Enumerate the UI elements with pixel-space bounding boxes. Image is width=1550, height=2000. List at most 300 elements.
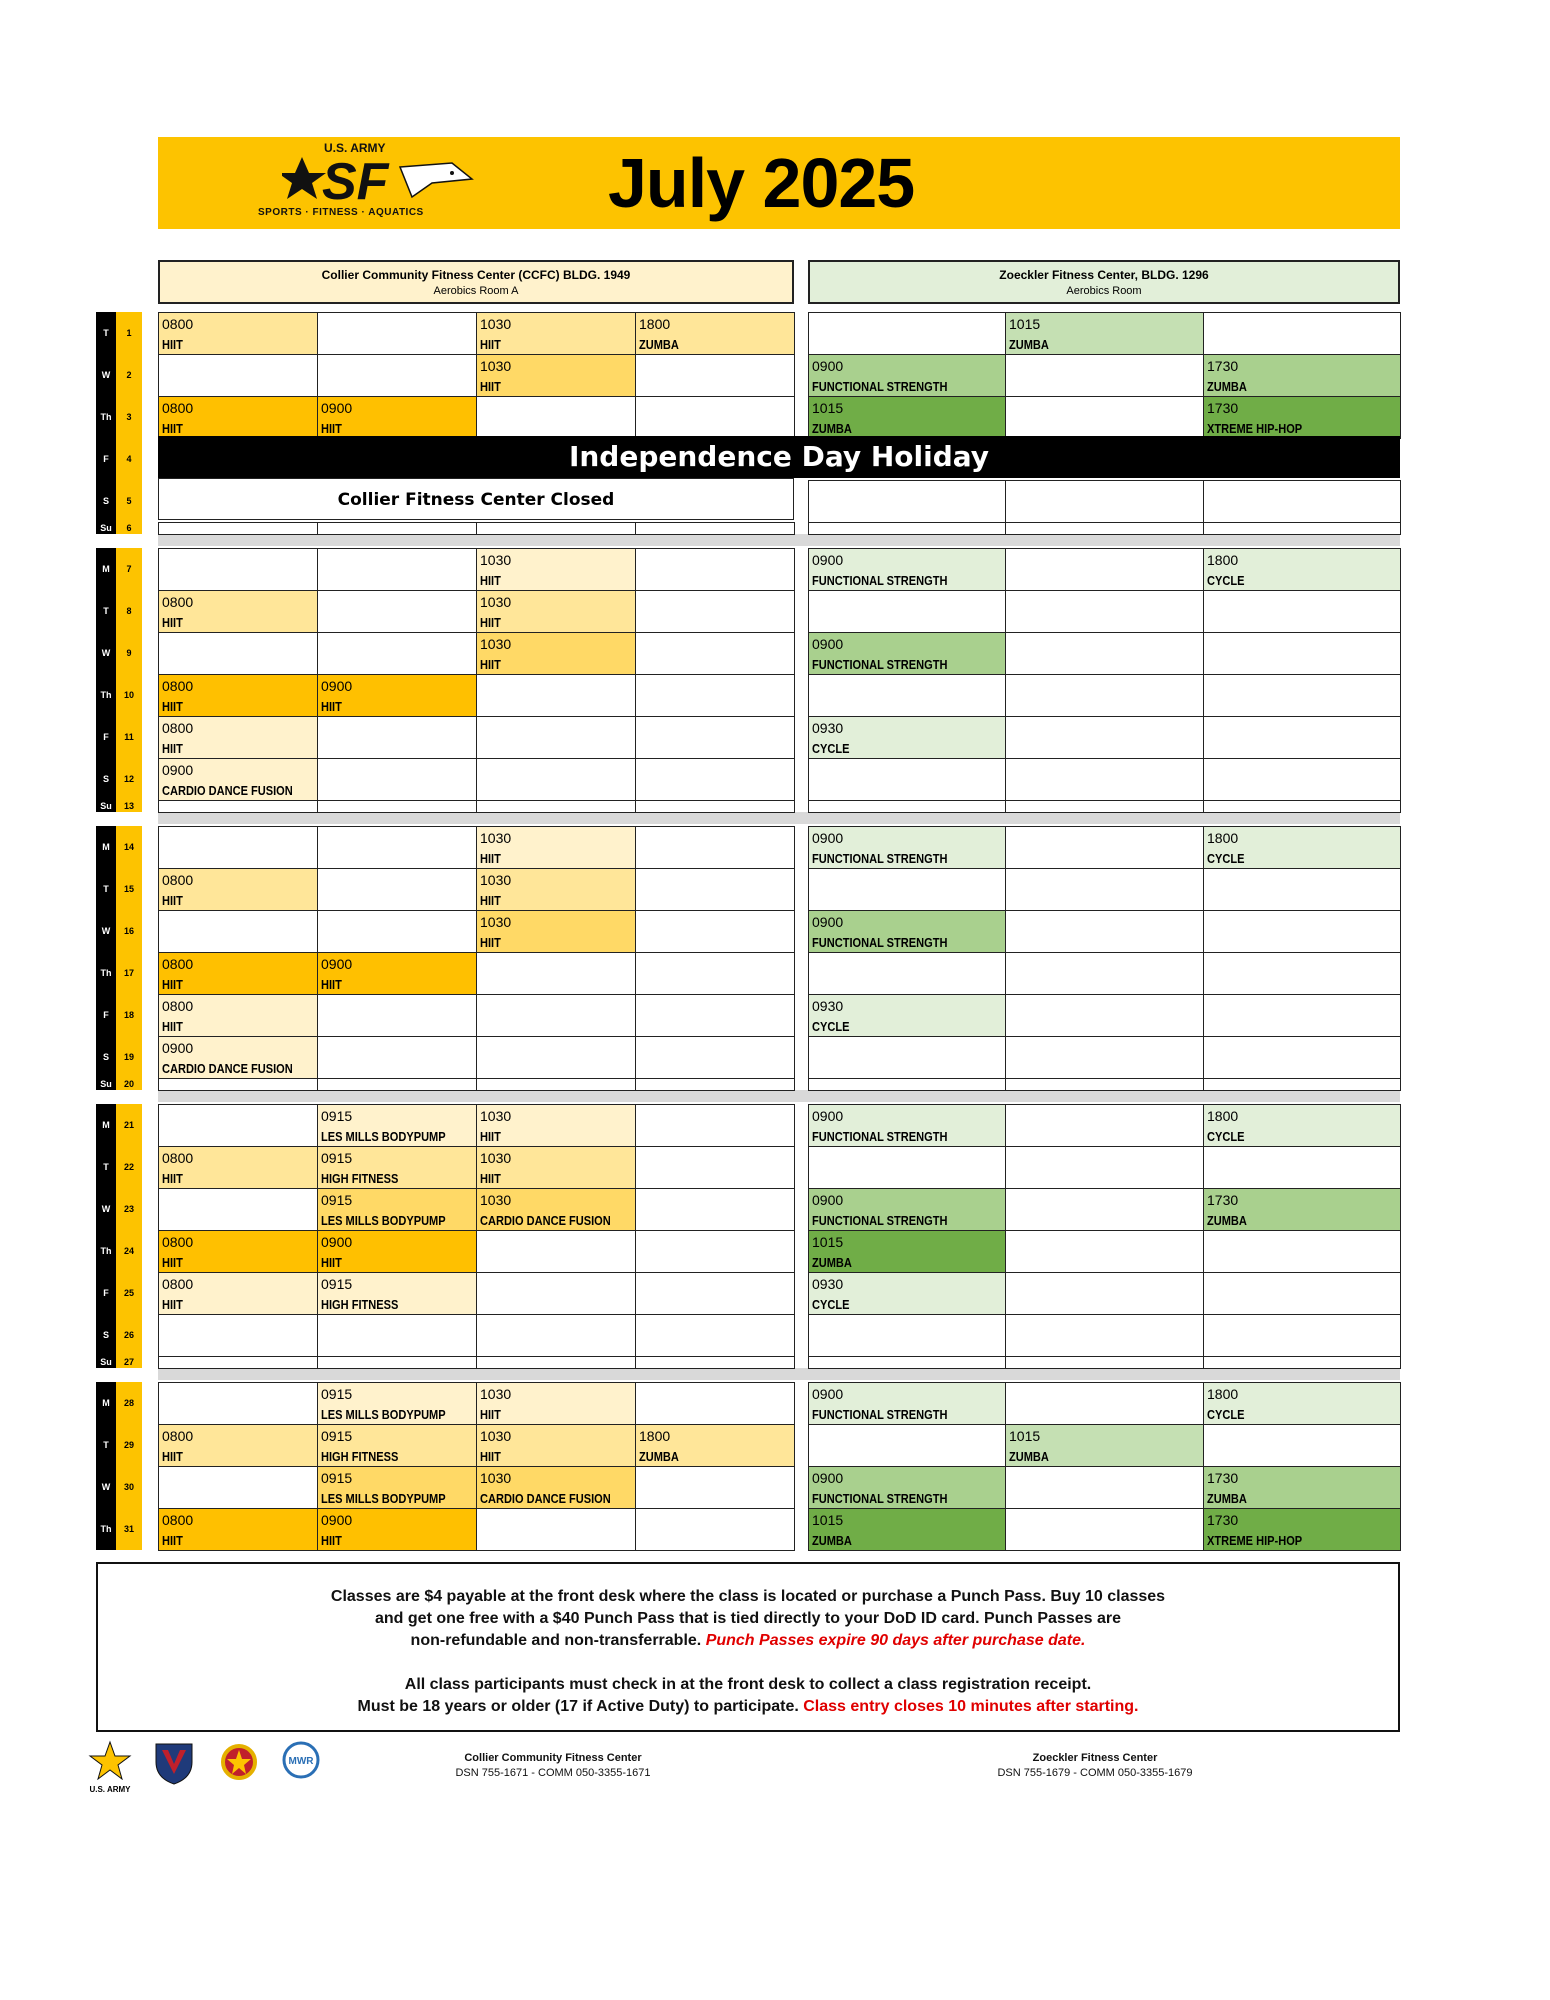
day-label: M bbox=[102, 1120, 110, 1130]
shield-icon bbox=[154, 1740, 194, 1791]
schedule-cell bbox=[1005, 1104, 1204, 1147]
class-name: CYCLE bbox=[812, 741, 850, 756]
class-slot bbox=[808, 1230, 1006, 1273]
schedule-cell bbox=[635, 674, 795, 717]
class-slot bbox=[158, 994, 318, 1037]
day-column bbox=[96, 548, 116, 812]
schedule-cell bbox=[317, 826, 477, 869]
schedule-cell bbox=[808, 758, 1006, 801]
class-name: FUNCTIONAL STRENGTH bbox=[812, 1491, 948, 1506]
class-name: ZUMBA bbox=[812, 1533, 852, 1548]
class-time: 0930 bbox=[812, 998, 844, 1014]
class-name: FUNCTIONAL STRENGTH bbox=[812, 935, 948, 950]
class-time: 0800 bbox=[162, 1150, 194, 1166]
class-slot bbox=[808, 1382, 1006, 1425]
date-label: 6 bbox=[126, 523, 132, 533]
schedule-cell bbox=[1005, 1078, 1204, 1091]
info-line: Classes are $4 payable at the front desk where the class is located or purchase a Punch Pass. Buy 10 classes bbox=[330, 1588, 1166, 1605]
week-separator bbox=[158, 534, 1400, 546]
class-name: HIIT bbox=[321, 421, 342, 436]
class-time: 0900 bbox=[321, 1234, 353, 1250]
class-time: 1030 bbox=[480, 1386, 512, 1402]
class-time: 0915 bbox=[321, 1386, 353, 1402]
class-time: 0915 bbox=[321, 1470, 353, 1486]
schedule-cell bbox=[158, 910, 318, 953]
schedule-cell bbox=[635, 716, 795, 759]
class-time: 1030 bbox=[480, 830, 512, 846]
schedule-cell bbox=[476, 1508, 636, 1551]
class-slot bbox=[1005, 312, 1204, 355]
class-slot bbox=[476, 826, 636, 869]
ccfc-contact-phone: DSN 755-1671 - COMM 050-3355-1671 bbox=[455, 1767, 651, 1779]
info-line: All class participants must check in at the front desk to collect a class registration receipt. bbox=[404, 1676, 1092, 1693]
schedule-cell bbox=[1005, 826, 1204, 869]
week-separator bbox=[158, 812, 1400, 824]
class-slot bbox=[476, 1188, 636, 1231]
date-label: 8 bbox=[126, 606, 132, 616]
class-name: HIIT bbox=[321, 1255, 342, 1270]
schedule-cell bbox=[476, 716, 636, 759]
schedule-cell bbox=[1203, 994, 1401, 1037]
date-label: 3 bbox=[126, 412, 132, 422]
schedule-cell bbox=[1203, 952, 1401, 995]
week-separator bbox=[158, 1090, 1400, 1102]
class-name: ZUMBA bbox=[1207, 1491, 1247, 1506]
day-label: S bbox=[102, 496, 109, 506]
schedule-cell bbox=[1005, 548, 1204, 591]
class-name: CYCLE bbox=[812, 1297, 850, 1312]
class-slot bbox=[158, 312, 318, 355]
zfc-header bbox=[808, 260, 1400, 304]
class-time: 0900 bbox=[812, 636, 844, 652]
day-label: Th bbox=[100, 1524, 112, 1534]
class-name: HIIT bbox=[162, 1255, 183, 1270]
class-name: HIIT bbox=[480, 1449, 501, 1464]
schedule-cell bbox=[158, 1188, 318, 1231]
schedule-cell bbox=[1203, 522, 1401, 535]
day-label: T bbox=[103, 884, 109, 894]
schedule-cell bbox=[158, 1382, 318, 1425]
schedule-cell bbox=[1005, 480, 1204, 523]
schedule-cell bbox=[476, 522, 636, 535]
class-name: HIIT bbox=[321, 699, 342, 714]
schedule-cell bbox=[1203, 1356, 1401, 1369]
class-entry-notice: Class entry closes 10 minutes after starting. bbox=[803, 1698, 1139, 1715]
class-time: 1030 bbox=[480, 316, 512, 332]
class-time: 0800 bbox=[162, 678, 194, 694]
date-label: 29 bbox=[123, 1440, 134, 1450]
day-label: Su bbox=[100, 1079, 112, 1089]
class-name: HIIT bbox=[480, 851, 501, 866]
class-name: HIIT bbox=[162, 741, 183, 756]
ccfc-room: Aerobics Room A bbox=[433, 285, 519, 297]
class-slot bbox=[476, 632, 636, 675]
info-box bbox=[96, 1562, 1400, 1732]
class-name: CYCLE bbox=[1207, 1407, 1245, 1422]
schedule-cell bbox=[808, 674, 1006, 717]
schedule-cell bbox=[635, 1146, 795, 1189]
class-slot bbox=[476, 354, 636, 397]
class-time: 0900 bbox=[321, 400, 353, 416]
class-name: XTREME HIP-HOP bbox=[1207, 1533, 1303, 1548]
class-slot bbox=[476, 910, 636, 953]
class-slot bbox=[317, 1272, 477, 1315]
schedule-cell bbox=[1005, 994, 1204, 1037]
schedule-cell bbox=[635, 590, 795, 633]
class-slot bbox=[808, 716, 1006, 759]
schedule-cell bbox=[1005, 632, 1204, 675]
class-name: HIIT bbox=[162, 615, 183, 630]
schedule-cell bbox=[317, 1036, 477, 1079]
schedule-cell bbox=[476, 800, 636, 813]
schedule-cell bbox=[476, 396, 636, 439]
class-time: 0800 bbox=[162, 1428, 194, 1444]
class-slot bbox=[1203, 548, 1401, 591]
schedule-cell bbox=[808, 480, 1006, 523]
day-label: Th bbox=[100, 412, 112, 422]
class-slot bbox=[317, 952, 477, 995]
info-line bbox=[98, 1696, 1398, 1718]
class-time: 0915 bbox=[321, 1150, 353, 1166]
schedule-cell bbox=[158, 632, 318, 675]
class-time: 1730 bbox=[1207, 1512, 1239, 1528]
day-label: Th bbox=[100, 690, 112, 700]
day-label: T bbox=[103, 1162, 109, 1172]
schedule-cell bbox=[808, 1356, 1006, 1369]
schedule-cell bbox=[1203, 1272, 1401, 1315]
class-name: CYCLE bbox=[1207, 851, 1245, 866]
class-name: XTREME HIP-HOP bbox=[1207, 421, 1303, 436]
class-slot bbox=[1203, 354, 1401, 397]
class-time: 1030 bbox=[480, 358, 512, 374]
schedule-cell bbox=[476, 674, 636, 717]
class-time: 0900 bbox=[812, 830, 844, 846]
schedule-cell bbox=[158, 1466, 318, 1509]
class-time: 1030 bbox=[480, 1470, 512, 1486]
class-name: FUNCTIONAL STRENGTH bbox=[812, 657, 948, 672]
class-time: 0900 bbox=[812, 1386, 844, 1402]
schedule-cell bbox=[1203, 1314, 1401, 1357]
schedule-cell bbox=[635, 952, 795, 995]
class-slot bbox=[158, 952, 318, 995]
class-time: 0900 bbox=[812, 1108, 844, 1124]
schedule-cell bbox=[476, 1036, 636, 1079]
class-time: 1800 bbox=[1207, 1108, 1239, 1124]
zfc-contact bbox=[950, 1752, 1240, 1779]
class-time: 0900 bbox=[812, 552, 844, 568]
closed-notice: Collier Fitness Center Closed bbox=[158, 478, 794, 520]
schedule-cell bbox=[808, 522, 1006, 535]
class-time: 1030 bbox=[480, 1108, 512, 1124]
class-slot bbox=[1005, 1424, 1204, 1467]
class-time: 0900 bbox=[812, 1192, 844, 1208]
class-name: ZUMBA bbox=[812, 1255, 852, 1270]
class-time: 1015 bbox=[1009, 1428, 1041, 1444]
date-label: 11 bbox=[124, 732, 134, 742]
schedule-cell bbox=[1005, 716, 1204, 759]
schedule-cell bbox=[808, 1146, 1006, 1189]
class-slot bbox=[317, 1508, 477, 1551]
class-name: CYCLE bbox=[1207, 1129, 1245, 1144]
schedule-cell bbox=[635, 396, 795, 439]
class-name: HIIT bbox=[480, 337, 501, 352]
zfc-room: Aerobics Room bbox=[1066, 285, 1142, 297]
schedule-cell bbox=[635, 1356, 795, 1369]
punch-pass-expiry: Punch Passes expire 90 days after purchase date. bbox=[705, 1632, 1086, 1649]
schedule-cell bbox=[317, 1356, 477, 1369]
info-text: non-refundable and non-transferrable. bbox=[410, 1632, 706, 1649]
class-name: FUNCTIONAL STRENGTH bbox=[812, 1129, 948, 1144]
class-slot bbox=[317, 1424, 477, 1467]
class-name: FUNCTIONAL STRENGTH bbox=[812, 851, 948, 866]
class-time: 0930 bbox=[812, 1276, 844, 1292]
date-label: 20 bbox=[123, 1079, 134, 1089]
class-slot bbox=[808, 1508, 1006, 1551]
class-time: 1015 bbox=[812, 1512, 844, 1528]
schedule-cell bbox=[808, 1424, 1006, 1467]
class-time: 1730 bbox=[1207, 400, 1239, 416]
day-label: Su bbox=[100, 523, 112, 533]
date-label: 1 bbox=[126, 328, 132, 338]
class-slot bbox=[158, 868, 318, 911]
class-slot bbox=[808, 1272, 1006, 1315]
schedule-cell bbox=[1005, 674, 1204, 717]
schedule-cell bbox=[1005, 1314, 1204, 1357]
schedule-cell bbox=[476, 1272, 636, 1315]
schedule-cell bbox=[1203, 800, 1401, 813]
day-label: S bbox=[102, 774, 109, 784]
schedule-cell bbox=[1203, 632, 1401, 675]
date-label: 13 bbox=[123, 801, 134, 811]
date-label: 5 bbox=[126, 496, 132, 506]
schedule-cell bbox=[158, 1356, 318, 1369]
zfc-name: Zoeckler Fitness Center, BLDG. 1296 bbox=[999, 268, 1209, 282]
class-time: 0800 bbox=[162, 720, 194, 736]
schedule-cell bbox=[476, 952, 636, 995]
schedule-cell bbox=[635, 1188, 795, 1231]
date-label: 30 bbox=[123, 1482, 134, 1492]
class-time: 0800 bbox=[162, 1276, 194, 1292]
schedule-cell bbox=[317, 1078, 477, 1091]
class-slot bbox=[476, 548, 636, 591]
schedule-cell bbox=[1005, 590, 1204, 633]
class-time: 0915 bbox=[321, 1108, 353, 1124]
schedule-cell bbox=[317, 312, 477, 355]
class-slot bbox=[317, 1104, 477, 1147]
page-title: July 2025 bbox=[608, 144, 915, 222]
schedule-cell bbox=[1203, 868, 1401, 911]
schedule-cell bbox=[158, 1104, 318, 1147]
schedule-cell bbox=[808, 1078, 1006, 1091]
class-slot bbox=[635, 312, 795, 355]
class-slot bbox=[808, 1104, 1006, 1147]
class-slot bbox=[158, 758, 318, 801]
schedule-cell bbox=[635, 1466, 795, 1509]
class-slot bbox=[317, 1188, 477, 1231]
schedule-cell bbox=[317, 994, 477, 1037]
class-slot bbox=[476, 1424, 636, 1467]
class-time: 0800 bbox=[162, 1512, 194, 1528]
class-slot bbox=[476, 1104, 636, 1147]
class-name: ZUMBA bbox=[1009, 337, 1049, 352]
schedule-cell bbox=[1203, 716, 1401, 759]
class-name: HIIT bbox=[480, 1171, 501, 1186]
class-slot bbox=[158, 1230, 318, 1273]
class-name: HIIT bbox=[162, 1297, 183, 1312]
class-time: 1800 bbox=[1207, 552, 1239, 568]
ccfc-contact-name: Collier Community Fitness Center bbox=[464, 1752, 642, 1764]
class-name: CARDIO DANCE FUSION bbox=[480, 1213, 611, 1228]
class-time: 1030 bbox=[480, 914, 512, 930]
class-slot bbox=[158, 1036, 318, 1079]
week-separator bbox=[158, 1368, 1400, 1380]
schedule-cell bbox=[158, 354, 318, 397]
schedule-cell bbox=[635, 548, 795, 591]
class-slot bbox=[1203, 826, 1401, 869]
class-time: 0900 bbox=[162, 762, 194, 778]
class-name: HIIT bbox=[480, 615, 501, 630]
date-label: 2 bbox=[126, 370, 132, 380]
class-time: 1015 bbox=[812, 1234, 844, 1250]
class-name: HIIT bbox=[480, 1407, 501, 1422]
installation-crest-icon bbox=[216, 1740, 262, 1789]
class-time: 0800 bbox=[162, 316, 194, 332]
class-name: HIIT bbox=[321, 1533, 342, 1548]
class-slot bbox=[1203, 1382, 1401, 1425]
class-slot bbox=[317, 1146, 477, 1189]
logo-subtitle: SPORTS · FITNESS · AQUATICS bbox=[258, 207, 424, 218]
day-label: W bbox=[101, 926, 111, 936]
class-slot bbox=[635, 1424, 795, 1467]
schedule-cell bbox=[635, 826, 795, 869]
class-time: 0900 bbox=[162, 1040, 194, 1056]
holiday-banner: Independence Day Holiday bbox=[158, 436, 1400, 478]
class-name: HIGH FITNESS bbox=[321, 1449, 399, 1464]
class-time: 0915 bbox=[321, 1428, 353, 1444]
class-time: 1730 bbox=[1207, 358, 1239, 374]
day-label: S bbox=[102, 1330, 109, 1340]
class-slot bbox=[476, 1146, 636, 1189]
day-label: W bbox=[101, 1204, 111, 1214]
schedule-cell bbox=[1203, 1146, 1401, 1189]
schedule-cell bbox=[158, 826, 318, 869]
class-name: ZUMBA bbox=[639, 1449, 679, 1464]
date-label: 25 bbox=[123, 1288, 134, 1298]
schedule-cell bbox=[476, 994, 636, 1037]
schedule-cell bbox=[1005, 522, 1204, 535]
date-label: 22 bbox=[123, 1162, 134, 1172]
schedule-cell bbox=[1005, 910, 1204, 953]
class-name: HIIT bbox=[162, 421, 183, 436]
class-slot bbox=[476, 868, 636, 911]
class-time: 0930 bbox=[812, 720, 844, 736]
day-label: W bbox=[101, 370, 111, 380]
class-name: CARDIO DANCE FUSION bbox=[162, 783, 293, 798]
date-label: 10 bbox=[123, 690, 134, 700]
date-column bbox=[116, 548, 142, 812]
class-time: 1800 bbox=[1207, 1386, 1239, 1402]
class-name: HIIT bbox=[480, 1129, 501, 1144]
schedule-cell bbox=[1203, 480, 1401, 523]
class-slot bbox=[808, 994, 1006, 1037]
schedule-cell bbox=[476, 1356, 636, 1369]
date-column bbox=[116, 826, 142, 1090]
schedule-cell bbox=[808, 800, 1006, 813]
zfc-contact-name: Zoeckler Fitness Center bbox=[1032, 1752, 1158, 1764]
schedule-cell bbox=[635, 1382, 795, 1425]
schedule-cell bbox=[317, 910, 477, 953]
schedule-cell bbox=[635, 1036, 795, 1079]
class-slot bbox=[317, 1382, 477, 1425]
army-star-logo bbox=[86, 1740, 134, 1794]
schedule-cell bbox=[1005, 396, 1204, 439]
schedule-cell bbox=[1203, 910, 1401, 953]
class-time: 1030 bbox=[480, 552, 512, 568]
schedule-cell bbox=[1203, 1078, 1401, 1091]
class-time: 0915 bbox=[321, 1276, 353, 1292]
date-label: 14 bbox=[123, 842, 134, 852]
date-label: 4 bbox=[126, 454, 132, 464]
class-slot bbox=[1203, 1104, 1401, 1147]
date-column bbox=[116, 1104, 142, 1368]
schedule-cell bbox=[317, 758, 477, 801]
class-name: HIIT bbox=[162, 1449, 183, 1464]
schedule-cell bbox=[808, 1314, 1006, 1357]
class-name: LES MILLS BODYPUMP bbox=[321, 1213, 446, 1228]
date-label: 19 bbox=[123, 1052, 134, 1062]
schedule-cell bbox=[158, 522, 318, 535]
class-slot bbox=[808, 632, 1006, 675]
schedule-cell bbox=[635, 1314, 795, 1357]
class-name: HIIT bbox=[480, 657, 501, 672]
schedule-cell bbox=[635, 994, 795, 1037]
ccfc-contact bbox=[408, 1752, 698, 1779]
ccfc-name: Collier Community Fitness Center (CCFC) BLDG. 1949 bbox=[321, 268, 631, 282]
class-name: LES MILLS BODYPUMP bbox=[321, 1407, 446, 1422]
date-label: 15 bbox=[123, 884, 134, 894]
day-label: S bbox=[102, 1052, 109, 1062]
schedule-cell bbox=[635, 868, 795, 911]
schedule-cell bbox=[1005, 1356, 1204, 1369]
date-label: 18 bbox=[123, 1010, 134, 1020]
class-name: HIIT bbox=[480, 573, 501, 588]
class-name: CYCLE bbox=[812, 1019, 850, 1034]
schedule-cell bbox=[1005, 868, 1204, 911]
class-slot bbox=[1203, 1188, 1401, 1231]
schedule-cell bbox=[158, 800, 318, 813]
class-time: 1030 bbox=[480, 636, 512, 652]
schedule-cell bbox=[1005, 1508, 1204, 1551]
class-time: 0800 bbox=[162, 998, 194, 1014]
schedule-cell bbox=[1005, 1146, 1204, 1189]
schedule-cell bbox=[635, 522, 795, 535]
class-time: 0900 bbox=[321, 956, 353, 972]
class-time: 0900 bbox=[321, 1512, 353, 1528]
schedule-cell bbox=[1005, 1466, 1204, 1509]
class-name: HIIT bbox=[321, 977, 342, 992]
mwr-label: MWR bbox=[288, 1756, 314, 1767]
schedule-cell bbox=[317, 548, 477, 591]
class-name: ZUMBA bbox=[812, 421, 852, 436]
schedule-cell bbox=[808, 312, 1006, 355]
schedule-cell bbox=[1203, 674, 1401, 717]
day-label: Th bbox=[100, 968, 112, 978]
class-slot bbox=[158, 590, 318, 633]
class-slot bbox=[1203, 396, 1401, 439]
schedule-cell bbox=[476, 758, 636, 801]
class-slot bbox=[476, 590, 636, 633]
class-slot bbox=[158, 674, 318, 717]
